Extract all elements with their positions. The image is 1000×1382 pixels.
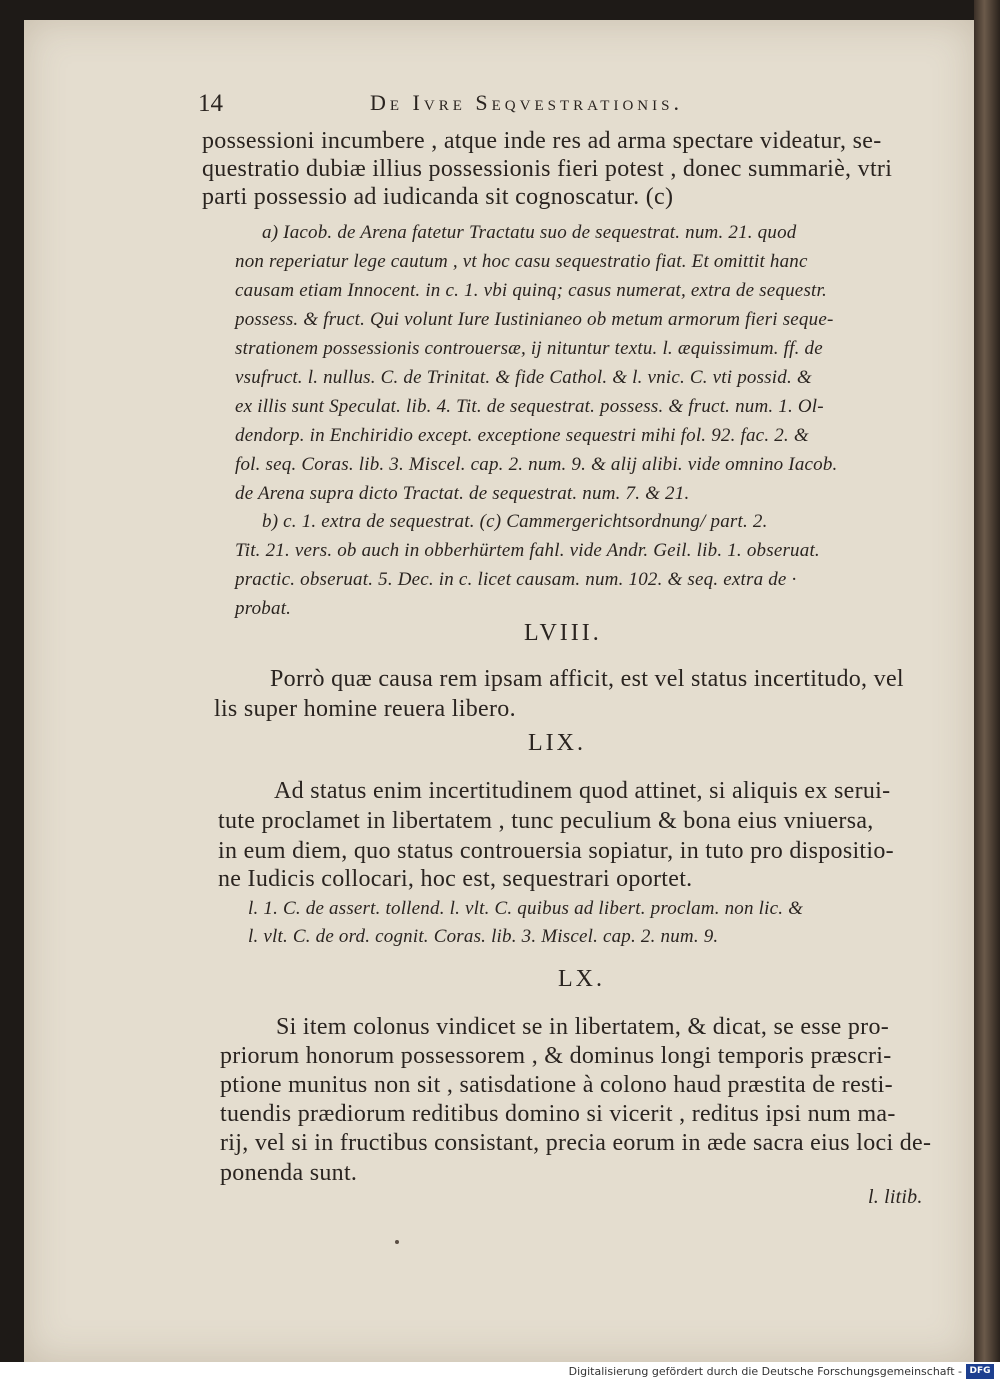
page-number: 14: [198, 90, 223, 117]
dfg-logo-icon[interactable]: DFG: [966, 1364, 994, 1379]
body-line: possessioni incumbere , atque inde res ad arma spectare videatur, se-: [202, 128, 882, 154]
section-heading: LX.: [558, 966, 605, 992]
footnote-line: probat.: [235, 598, 292, 619]
body-line: questratio dubiæ illius possessionis fieri potest , donec summariè, vtri: [202, 156, 893, 182]
footnote-line: possess. & fruct. Qui volunt Iure Iustinianeo ob metum armorum fieri seque-: [235, 309, 834, 330]
footnote-line: a) Iacob. de Arena fatetur Tractatu suo de sequestrat. num. 21. quod: [262, 222, 797, 243]
body-line: priorum honorum possessorem , & dominus longi temporis præscri-: [220, 1043, 892, 1069]
footnote-line: b) c. 1. extra de sequestrat. (c) Cammergerichtsordnung/ part. 2.: [262, 511, 768, 532]
footnote-line: ex illis sunt Speculat. lib. 4. Tit. de sequestrat. possess. & fruct. num. 1. Ol-: [235, 396, 824, 417]
footnote-line: non reperiatur lege cautum , vt hoc casu sequestratio fiat. Et omittit hanc: [235, 251, 808, 272]
running-title: De Ivre Seqvestrationis.: [370, 90, 683, 115]
footnote-line: dendorp. in Enchiridio except. exceptione sequestri mihi fol. 92. fac. 2. &: [235, 425, 809, 446]
footnote-line: l. vlt. C. de ord. cognit. Coras. lib. 3. Miscel. cap. 2. num. 9.: [248, 926, 719, 947]
footnote-line: practic. obseruat. 5. Dec. in c. licet causam. num. 102. & seq. extra de ·: [235, 569, 797, 590]
ink-speck: [395, 1240, 399, 1244]
footnote-line: strationem possessionis controuersæ, ij nituntur textu. l. æquissimum. ff. de: [235, 338, 823, 359]
footnote-line: Tit. 21. vers. ob auch in obberhürtem fahl. vide Andr. Geil. lib. 1. obseruat.: [235, 540, 820, 561]
body-line: rij, vel si in fructibus consistant, precia eorum in æde sacra eius loci de-: [220, 1130, 932, 1156]
page-edge: [974, 0, 1000, 1362]
body-line: parti possessio ad iudicanda sit cognoscatur. (c): [202, 184, 674, 210]
footnote-line: causam etiam Innocent. in c. 1. vbi quinq; casus numerat, extra de sequestr.: [235, 280, 827, 301]
footnote-line: l. 1. C. de assert. tollend. l. vlt. C. quibus ad libert. proclam. non lic. &: [248, 898, 804, 919]
body-line: tuendis prædiorum reditibus domino si vicerit , reditus ipsi num ma-: [220, 1101, 896, 1127]
body-line: ne Iudicis collocari, hoc est, sequestrari oportet.: [218, 866, 693, 892]
body-line: lis super homine reuera libero.: [214, 696, 516, 722]
section-heading: LIX.: [528, 730, 586, 756]
body-line: ponenda sunt.: [220, 1160, 358, 1186]
footnote-line: de Arena supra dicto Tractat. de sequestrat. num. 7. & 21.: [235, 483, 690, 504]
footer-credit: Digitalisierung gefördert durch die Deutsche Forschungsgemeinschaft -: [568, 1365, 962, 1378]
footnote-line: vsufruct. l. nullus. C. de Trinitat. & fide Cathol. & l. vnic. C. vti possid. &: [235, 367, 812, 388]
catchword: l. litib.: [868, 1186, 923, 1208]
body-line: Si item colonus vindicet se in libertatem, & dicat, se esse pro-: [276, 1014, 890, 1040]
body-line: Ad status enim incertitudinem quod attinet, si aliquis ex serui-: [274, 778, 891, 804]
body-line: ptione munitus non sit , satisdatione à colono haud præstita de resti-: [220, 1072, 893, 1098]
body-line: in eum diem, quo status controuersia sopiatur, in tuto pro dispositio-: [218, 838, 894, 864]
body-line: Porrò quæ causa rem ipsam afficit, est vel status incertitudo, vel: [270, 666, 904, 692]
body-line: tute proclamet in libertatem , tunc peculium & bona eius vniuersa,: [218, 808, 874, 834]
footnote-line: fol. seq. Coras. lib. 3. Miscel. cap. 2. num. 9. & alij alibi. vide omnino Iacob.: [235, 454, 838, 475]
section-heading: LVIII.: [524, 620, 602, 646]
